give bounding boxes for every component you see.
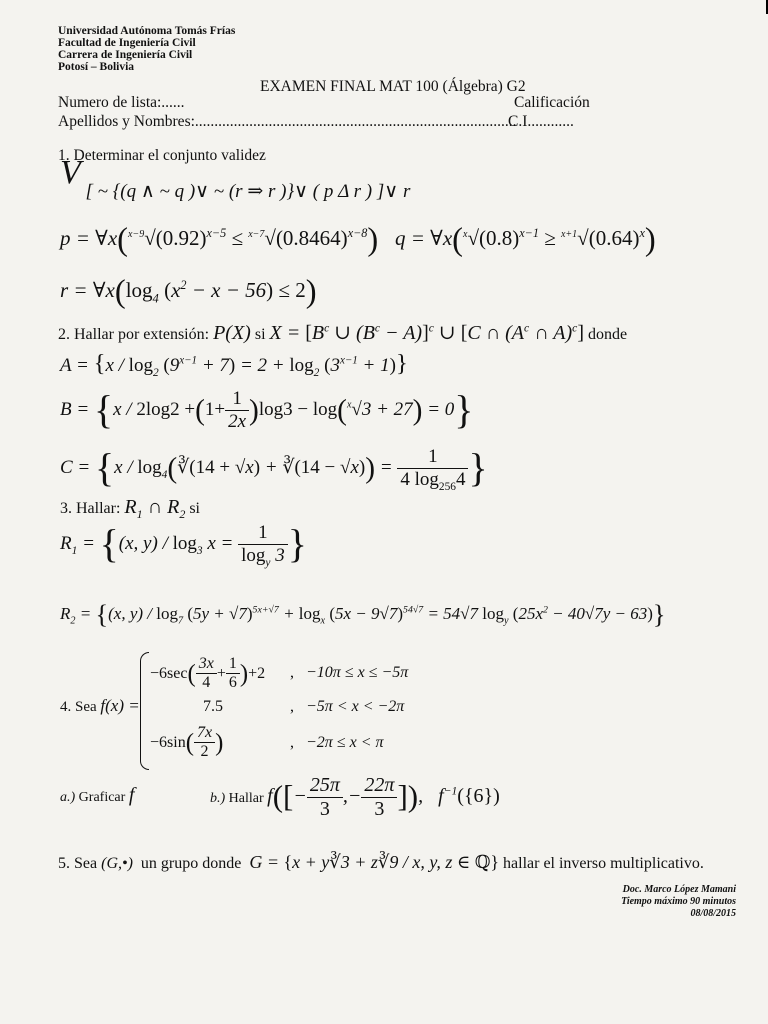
problem-2-B-definition: B = {x / 2log2 +(1+ $\frac{1}{2x}$ )log3 − log($^x$√3 + 27) = 0} xyxy=(60,387,474,433)
problem-4-part-a: a.) Graficar f xyxy=(60,784,135,806)
problem-4-part-b: b.) Hallar f([− $\frac{25\pi}{3}$ ,− $\frac{22\pi}{3}$ ]), $f^{-1}(\{6\})$ xyxy=(210,774,500,820)
problem-2-A-definition: $A = \{x / \log_2 (9^{x-1} + 7) = 2 + \log_2 (3^{x-1} + 1)\}$ xyxy=(60,350,408,379)
piecewise-domain-1: , −10π ≤ x ≤ −5π xyxy=(290,664,409,681)
institution-line: Facultad de Ingeniería Civil xyxy=(58,37,196,49)
institution-block xyxy=(58,25,235,73)
problem-1-r-definition: $r = \forall x(\log_4$ $(x^2 - x - 56) \le 2$) xyxy=(60,274,317,310)
problem-1-q-definition: $q = \forall x(^x√(0.8)^{x-1} \ge ^{x+1}√(0.64)^x)$ xyxy=(395,222,656,258)
author-name: Doc. Marco López Mamani xyxy=(622,884,736,895)
institution-line: Universidad Autónoma Tomás Frías xyxy=(58,25,236,37)
problem-3-header: 3. Hallar: $R_1$ ∩ $R_2$ si xyxy=(60,496,200,521)
exam-title: EXAMEN FINAL MAT 100 (Álgebra) G2 xyxy=(260,78,526,95)
piecewise-domain-2: , −5π < x < −2π xyxy=(290,698,405,715)
piecewise-domain-3: , −2π ≤ x < π xyxy=(290,734,384,751)
names-field[interactable]: Apellidos y Nombres:................................................................................... xyxy=(58,113,517,130)
problem-1-V-expression: V [ ~ {(q ∧ ~ q )∨ ~ (r ⇒ r )}∨ ( p Δ r ) ]∨ r xyxy=(60,154,411,202)
piecewise-case-2: 7.5 xyxy=(203,698,223,715)
list-number-field[interactable]: Numero de lista:...... xyxy=(58,94,185,111)
problem-3-statement: 3. Hallar: xyxy=(60,500,121,517)
problem-1-p-definition: $p = \forall x(^{x-9}√(0.92)^{x-5} \le ^{x-7}√(0.8464)^{x-8})$ xyxy=(60,222,379,258)
problem-4-statement: 4. Sea f(x) = xyxy=(60,696,140,715)
time-limit: Tiempo máximo 90 minutos xyxy=(621,896,736,907)
piecewise-case-3: −6sin( $\frac{7x}{2}$ ) xyxy=(150,724,224,761)
problem-1-statement: 1. Determinar el conjunto validez xyxy=(58,147,266,164)
problem-5-statement: 5. Sea (G,•) un grupo donde G = {x + y∛3 + z∛9 / x, y, z ∈ ℚ} hallar el inverso multiplicativo. xyxy=(58,852,704,872)
grade-label: Calificación xyxy=(514,94,590,111)
institution-line: Carrera de Ingeniería Civil xyxy=(58,49,193,61)
piecewise-brace xyxy=(140,652,149,775)
problem-2-header: 2. Hallar por extensión: P(X) si $X = [B^c$ ∪ $(B^c - A)]^c$ ∪ [C ∩ ($A^c$ ∩ A)$^c$] donde xyxy=(58,321,628,344)
problem-3-R1-definition: $R_1 = \{(x$, $y) / \log_3 x$ = $\frac{1}{\log_y 3}$ } xyxy=(60,521,307,569)
problem-2-statement: 2. Hallar por extensión: xyxy=(58,326,210,343)
exam-date: 08/08/2015 xyxy=(690,908,736,919)
footer-signature xyxy=(621,884,736,920)
ci-field[interactable]: C.I............ xyxy=(508,113,574,130)
problem-2-C-definition: $C = \{x / \log_4(∛(14 + √x)$ + ∛(14 − √x)) = $\frac{1}{4 \log_{256}4}$ } xyxy=(60,445,488,493)
problem-3-R2-definition: $R_2 = \{(x$, $y) / \log_7 (5y + √7)^{5x+√7} + \log_x (5x - 9√7)^{54√7} = 54√7$ $\log_y (25x^2 - 40√7y - 63)$} xyxy=(60,600,666,629)
piecewise-case-1: −6sec( $\frac{3x}{4}$ + $\frac{1}{6}$ )+2 xyxy=(150,655,266,692)
donde-word: donde xyxy=(587,326,628,343)
institution-line: Potosí – Bolivia xyxy=(58,61,135,73)
